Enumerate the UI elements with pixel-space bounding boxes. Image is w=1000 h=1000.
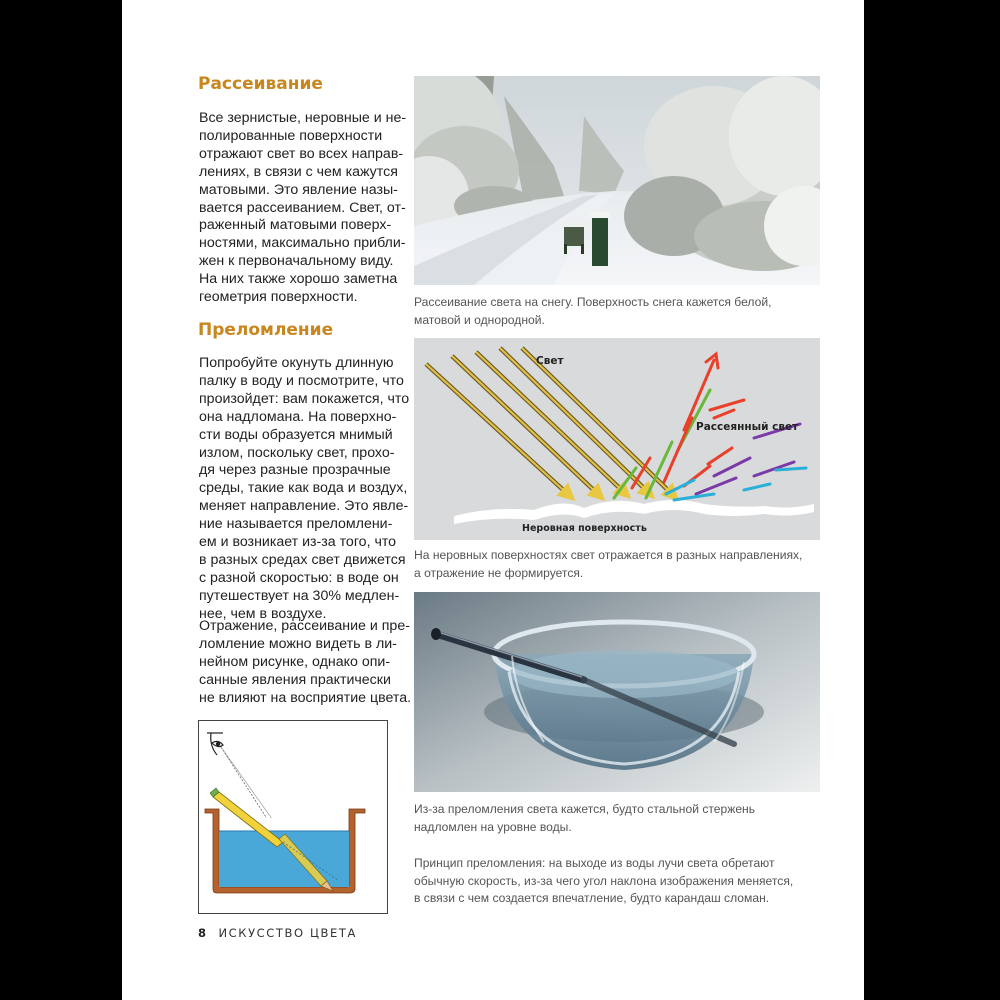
- caption-line: Принцип преломления: на выходе из воды лучи света обретают: [414, 856, 775, 870]
- caption-line: обычную скорость, из-за чего угол наклона изображения меняется,: [414, 873, 794, 888]
- text-line: Все зернистые, неровные и не-: [199, 110, 407, 126]
- text-line: жен к первоначальному виду.: [199, 253, 394, 270]
- snow-photo: [414, 76, 820, 285]
- text-line: ностями, максимально прибли-: [199, 235, 406, 252]
- text-line: нее, чем в воздухе.: [199, 605, 327, 622]
- text-line: На них также хорошо заметна: [199, 271, 398, 288]
- text-line: среды, такие как вода и воздух,: [199, 480, 408, 497]
- label-surface: Неровная поверхность: [522, 523, 647, 534]
- text-line: геометрия поверхности.: [199, 289, 358, 306]
- pencil-in-water-drawing: [198, 720, 388, 914]
- text-line: с разной скоростью: в воде он: [199, 569, 399, 586]
- text-line: произойдет: вам покажется, что: [199, 390, 410, 407]
- scatter-diagram-caption: [414, 547, 820, 582]
- caption-line: Рассеивание света на снегу. Поверхность снега кажется белой,: [414, 295, 772, 309]
- text-line: дя через разные прозрачные: [199, 462, 391, 479]
- caption-line: а отражение не формируется.: [414, 565, 584, 580]
- text-line: ломление можно видеть в ли-: [199, 635, 397, 652]
- text-line: Попробуйте окунуть длинную: [199, 355, 394, 371]
- bowl-photo-svg: [414, 592, 820, 792]
- text-line: путешествует на 30% медлен-: [199, 587, 400, 604]
- text-line: в разных средах свет движется: [199, 551, 406, 568]
- text-line: меняет направление. Это явле-: [199, 498, 409, 515]
- book-title: ИСКУССТВО ЦВЕТА: [218, 926, 357, 940]
- text-line: не влияют на восприятие цвета.: [199, 689, 412, 706]
- text-line: она надломана. На поверхно-: [199, 408, 397, 425]
- page-number: 8: [198, 926, 207, 940]
- bowl-photo-caption: [414, 801, 820, 836]
- heading-scattering: Рассеивание: [198, 74, 323, 94]
- text-line: матовыми. Это явление назы-: [199, 181, 398, 198]
- text-line: сти воды образуется мнимый: [199, 426, 393, 443]
- pencil-drawing-svg: [199, 721, 387, 913]
- scatter-diagram-svg: [414, 338, 820, 540]
- label-scattered-light: Рассеянный свет: [696, 421, 799, 433]
- text-line: отражают свет во всех направ-: [199, 145, 404, 162]
- book-page: [122, 0, 864, 1000]
- glass-bowl-photo: [414, 592, 820, 792]
- text-line: лениях, в связи с чем кажутся: [199, 163, 398, 180]
- page-footer: [198, 924, 357, 942]
- scatter-diagram: [414, 338, 820, 540]
- text-line: Отражение, рассеивание и пре-: [199, 618, 410, 634]
- text-line: полированные поверхности: [199, 127, 383, 144]
- text-line: палку в воду и посмотрите, что: [199, 372, 404, 389]
- pot: [205, 809, 365, 893]
- label-light: Свет: [536, 355, 564, 367]
- text-line: ем и возникает из-за того, что: [199, 534, 397, 551]
- text-line: ние называется преломлени-: [199, 516, 393, 533]
- caption-line: На неровных поверхностях свет отражается в разных направлениях,: [414, 548, 803, 562]
- caption-line: в связи с чем создается впечатление, будто карандаш сломан.: [414, 891, 770, 906]
- text-line: вается рассеиванием. Свет, от-: [199, 199, 406, 216]
- snow-photo-svg: [414, 76, 820, 285]
- text-line: раженный матовыми поверх-: [199, 217, 392, 234]
- eye-icon: [207, 733, 223, 755]
- snow-photo-caption: [414, 294, 820, 329]
- text-line: нейном рисунке, однако опи-: [199, 653, 391, 670]
- text-line: санные явления практически: [199, 671, 391, 688]
- pencil-drawing-caption: [414, 855, 820, 908]
- caption-line: Из-за преломления света кажется, будто стальной стержень: [414, 802, 756, 816]
- caption-line: матовой и однородной.: [414, 312, 545, 327]
- caption-line: надломлен на уровне воды.: [414, 819, 572, 834]
- heading-refraction: Преломление: [198, 320, 334, 340]
- text-line: излом, поскольку свет, прохо-: [199, 444, 395, 461]
